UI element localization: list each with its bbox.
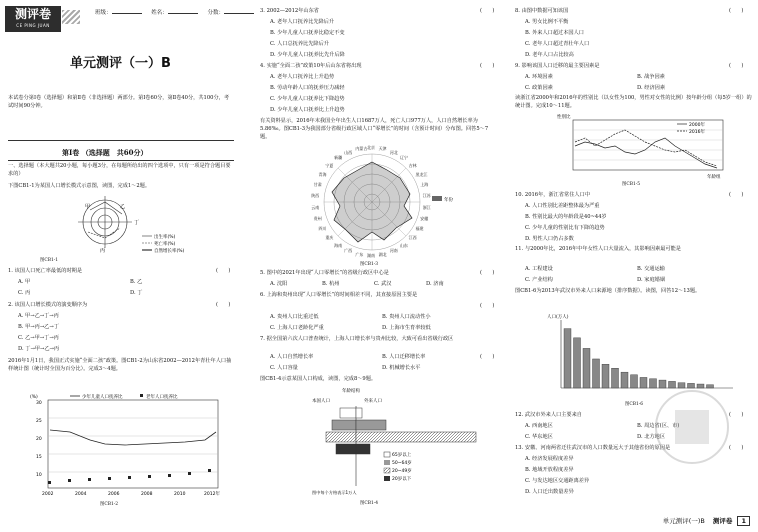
legend-20-49: 20~49岁 — [392, 469, 412, 474]
bar — [669, 381, 676, 388]
province-label: 重庆 — [325, 235, 334, 241]
option-a[interactable]: A. 环境因素 — [525, 74, 553, 80]
option-c[interactable]: C. 人口容量 — [270, 365, 298, 371]
page-footer — [663, 516, 750, 526]
legend-death-rate: 死亡率(%) — [154, 242, 176, 247]
answer-blank[interactable]: ( ) — [729, 192, 744, 198]
option-b[interactable]: B. 劳动年龄人口的抚养压力减轻 — [270, 85, 345, 91]
option-d[interactable]: D. 丁 — [130, 290, 143, 296]
legend-elderly-dependency: 老年人口抚养比 — [146, 395, 178, 400]
brand-logo: 测评卷 CE PING JUAN — [5, 6, 61, 32]
column-right — [507, 0, 758, 532]
figure-cb1-4 — [292, 386, 492, 501]
option-c[interactable]: C. 老年人口超过青壮年人口 — [525, 41, 590, 47]
x-label: 年龄组 — [707, 175, 721, 180]
question-12-context: 图CB1-6为2013年武汉市外来人口来源地（排序数据）。读图，回答12～13题。 — [515, 288, 701, 294]
page-number: 1 — [737, 516, 750, 526]
option-a[interactable]: A. 西南地区 — [525, 423, 553, 429]
answer-blank[interactable]: ( ) — [480, 303, 495, 309]
legend-2016: 2016年 — [689, 130, 705, 135]
figure-caption: 图CB1-4 — [360, 501, 379, 506]
answer-blank[interactable]: ( ) — [729, 412, 744, 418]
question-10: 10. 2016年，浙江省常住人口中 — [515, 192, 590, 198]
option-d[interactable]: D. 男性人口仍占多数 — [525, 236, 574, 242]
option-a[interactable]: A. 甲→乙→丁→丙 — [18, 313, 59, 319]
label-bing: 丙 — [100, 248, 106, 254]
option-a[interactable]: A. 人口自然增长率 — [270, 354, 314, 360]
x-tick: 2008 — [141, 492, 153, 497]
option-a[interactable]: A. 老年人口抚养比先降后升 — [270, 19, 335, 25]
province-label: 河北 — [389, 149, 398, 155]
x-tick: 2012年 — [204, 492, 220, 497]
province-label: 河南 — [389, 248, 398, 254]
bar — [688, 383, 695, 388]
province-label: 安徽 — [420, 215, 429, 221]
province-label: 四川 — [318, 226, 327, 231]
province-label: 内蒙古 — [355, 146, 368, 152]
y-unit: (%) — [30, 395, 38, 400]
question-10-context: 读浙江省2000年和2016年的性别比（以女性为100，男性对女性的比例）按年龄分组（每5岁一组）的统计图。完成10～11题。 — [515, 95, 752, 109]
question-5-context: 有关资料显示，2016年末我国全年出生人口1687万人，死亡人口977万人，人口自然增长率为5.86‰。图CB1-3为我国部分省级行政区域人口“零增长”的时间（含预计时间）分布图。回答5～7题。 — [260, 118, 489, 140]
x-tick: 2002 — [42, 492, 54, 497]
legend-birth-rate: 出生率(%) — [154, 235, 176, 240]
option-c[interactable]: C. 政策因素 — [525, 85, 553, 91]
option-b[interactable]: B. 人口迁移增长率 — [382, 354, 426, 360]
option-c[interactable]: C. 上海人口老龄化严重 — [270, 325, 324, 331]
option-d[interactable]: D. 家庭婚姻 — [637, 277, 666, 283]
answer-blank[interactable]: ( ) — [480, 270, 495, 276]
bar — [640, 377, 647, 388]
figure-caption: 图CB1-2 — [100, 502, 119, 507]
bar — [621, 372, 628, 388]
question-13: 13. 安徽、河南两省迁往武汉市的人口数量远大于其他省份的原因是 — [515, 445, 671, 451]
column-left — [0, 0, 240, 532]
y-label: 人口(万人) — [547, 315, 569, 320]
bar — [593, 359, 600, 388]
page-title: 单元测评（一）B — [70, 56, 171, 71]
option-d[interactable]: D. 济南 — [426, 281, 444, 287]
option-c[interactable]: C. 丙 — [18, 290, 31, 296]
option-b[interactable]: B. 性别比最大的年龄段是40~44岁 — [525, 214, 607, 220]
province-label: 贵州 — [313, 215, 322, 221]
province-label: 云南 — [311, 204, 320, 210]
watermark-seal — [655, 390, 729, 464]
y-label: 性别比 — [557, 115, 571, 120]
province-label: 陕西 — [311, 193, 320, 199]
legend-under-20: 20岁以下 — [392, 477, 412, 482]
exam-intro: 本试卷分第Ⅰ卷（选择题）和第Ⅱ卷（非选择题）两部分。第Ⅰ卷60分，第Ⅱ卷40分，共100分，考试时间90分钟。 — [8, 95, 230, 109]
answer-blank[interactable]: ( ) — [480, 8, 495, 14]
option-c[interactable]: C. 少年儿童人口抚养比下降趋势 — [270, 96, 345, 102]
option-c[interactable]: C. 武汉 — [374, 281, 392, 287]
figure-caption: 图CB1-1 — [40, 258, 59, 263]
footer-unit-title: 单元测评(一)B — [662, 517, 705, 525]
figure-cb1-5 — [557, 112, 737, 180]
figure-cb1-1 — [70, 192, 210, 254]
option-a[interactable]: A. 男女比例不平衡 — [525, 19, 569, 25]
question-7: 7. 据全国第六次人口普查统计，上海人口增长率与贵州比较，大致可看出省级行政区 — [260, 336, 454, 342]
bar — [707, 385, 714, 388]
option-c[interactable]: C. 少年儿童的性别比有下降的趋势 — [525, 225, 605, 231]
answer-blank[interactable]: ( ) — [480, 354, 495, 360]
province-label: 广东 — [355, 251, 364, 257]
option-c[interactable]: C. 乙→甲→丁→丙 — [18, 335, 59, 341]
option-a[interactable]: A. 工程建设 — [525, 266, 553, 272]
option-c[interactable]: C. 华东地区 — [525, 434, 553, 440]
legend-year: 年份 — [444, 198, 453, 203]
x-tick: 2010 — [174, 492, 186, 497]
question-6: 6. 上海和贵州出现“人口零增长”的时间相差不同，其直接原因主要是 — [260, 292, 418, 298]
figure-caption: 图CB1-3 — [360, 262, 379, 267]
class-field[interactable] — [112, 13, 142, 14]
bar-foreign-label: 外来人口 — [364, 399, 382, 404]
bar — [574, 338, 581, 388]
province-label: 浙江 — [422, 204, 431, 210]
decorative-stripes — [62, 10, 80, 24]
province-label: 青海 — [318, 172, 327, 177]
province-label: 辽宁 — [399, 155, 408, 161]
legend-child-dependency: 少年儿童人口抚养比 — [82, 395, 123, 400]
option-b[interactable]: B. 少年儿童人口抚养比稳定不变 — [270, 30, 345, 36]
option-b[interactable]: B. 贵州人口流动性小 — [382, 314, 431, 320]
question-1: 1. 该国人口死亡率最低的时期是 — [8, 268, 83, 274]
province-label: 广西 — [344, 248, 353, 254]
question-3-context: 2016年1月1日，我国正式实施“全面二孩”政策。图CB1-2为山东省2002—2012年青壮年人口抽样统计图（统计时全国为百分比）。完成3～4题。 — [8, 358, 232, 372]
province-label: 吉林 — [408, 162, 417, 168]
figure-cb1-6 — [547, 312, 737, 400]
province-label: 北京 — [367, 145, 375, 150]
bar — [602, 364, 609, 388]
student-info-fields: 班级： 姓名： 分数： — [95, 10, 262, 18]
y-tick: 20 — [36, 437, 42, 442]
bar-domestic-label: 本国人口 — [312, 399, 330, 404]
column-middle — [252, 0, 502, 532]
answer-blank[interactable]: ( ) — [480, 63, 495, 69]
province-label: 甘肃 — [313, 182, 322, 188]
answer-blank[interactable]: ( ) — [216, 302, 231, 308]
option-b[interactable]: B. 交通运输 — [637, 266, 665, 272]
question-3: 3. 2002—2012年山东省 — [260, 8, 319, 14]
y-tick: 30 — [36, 401, 42, 406]
province-label: 黑龙江 — [415, 172, 428, 177]
label-jia: 甲 — [85, 204, 91, 210]
answer-blank[interactable]: ( ) — [729, 8, 744, 14]
question-1-context: 下图CB1-1为某国人口增长模式示意图，读图，完成1～2题。 — [8, 183, 151, 189]
option-a[interactable]: A. 贵州人口比重过低 — [270, 314, 319, 320]
bar — [583, 348, 590, 388]
y-tick: 25 — [36, 419, 42, 424]
answer-blank[interactable]: ( ) — [216, 268, 231, 274]
province-label: 山西 — [344, 149, 353, 155]
figure-caption: 图CB1-6 — [625, 402, 644, 407]
label-ding: 丁 — [134, 220, 140, 226]
option-d[interactable]: D. 机械增长水平 — [382, 365, 421, 371]
bar — [678, 383, 685, 388]
question-8-context: 图CB1-4示意某国人口构成，读图，完成8～9题。 — [260, 376, 377, 382]
option-a[interactable]: A. 老年人口抚养比上升趋势 — [270, 74, 335, 80]
divider — [8, 140, 234, 141]
section-title: 第Ⅰ卷 （选择题 共60分） — [62, 148, 148, 157]
legend-50-64: 50~64岁 — [392, 461, 412, 466]
question-9: 9. 影响该国人口迁移的最主要因素是 — [515, 63, 600, 69]
option-b[interactable]: B. 杭州 — [322, 281, 340, 287]
bar — [631, 375, 638, 388]
x-tick: 2006 — [108, 492, 120, 497]
option-a[interactable]: A. 人口性别比差距整体最为严重 — [525, 203, 600, 209]
option-d[interactable]: D. 人口迁出数量差异 — [525, 489, 574, 495]
option-a[interactable]: A. 沈阳 — [270, 281, 288, 287]
name-field[interactable] — [168, 13, 198, 14]
option-d[interactable]: D. 老年人口占比较高 — [525, 52, 574, 58]
bar — [612, 368, 619, 388]
legend-growth-rate: 自然增长率(%) — [154, 249, 185, 254]
province-label: 湖南 — [367, 253, 375, 258]
label-yi: 乙 — [120, 204, 126, 210]
province-label: 上海 — [420, 182, 429, 188]
footer-brand: 测评卷 — [712, 517, 733, 525]
answer-blank[interactable]: ( ) — [729, 445, 744, 451]
province-label: 湖北 — [378, 251, 387, 257]
y-tick: 10 — [36, 473, 42, 478]
option-d[interactable]: D. 少年儿童人口抚养比上升趋势 — [270, 107, 345, 113]
option-b[interactable]: B. 战争因素 — [637, 74, 665, 80]
option-c[interactable]: C. 人口总抚养比先降后升 — [270, 41, 329, 47]
province-label: 江苏 — [422, 193, 431, 199]
option-d[interactable]: D. 上海市生育率较低 — [382, 325, 431, 331]
province-label: 新疆 — [334, 155, 343, 161]
province-label: 山东 — [399, 242, 408, 248]
bar — [564, 329, 571, 388]
option-c[interactable]: C. 产业结构 — [525, 277, 553, 283]
province-label: 福建 — [415, 226, 424, 231]
legend-65-plus: 65岁以上 — [392, 453, 412, 458]
option-b[interactable]: B. 外来人口超过本国人口 — [525, 30, 584, 36]
option-a[interactable]: A. 甲 — [18, 279, 31, 285]
score-field[interactable] — [224, 13, 254, 14]
option-d[interactable]: D. 少年儿童人口抚养比先升后降 — [270, 52, 345, 58]
legend-2000: 2000年 — [689, 123, 705, 128]
option-d[interactable]: D. 丁→甲→乙→丙 — [18, 346, 60, 352]
province-label: 天津 — [378, 146, 387, 152]
age-structure-label: 年龄结构 — [342, 389, 360, 394]
option-b[interactable]: B. 地域开放程度差异 — [525, 467, 574, 473]
option-c[interactable]: C. 与发达地区交通距离差异 — [525, 478, 590, 484]
bar — [697, 384, 704, 388]
bar — [650, 379, 657, 388]
figure-caption: 图CB1-5 — [622, 182, 641, 187]
question-8: 8. 由图中数据可知该国 — [515, 8, 569, 14]
figure-cb1-3 — [292, 148, 492, 260]
x-tick: 2004 — [75, 492, 87, 497]
question-2: 2. 该国人口增长模式的演变顺序为 — [8, 302, 88, 308]
question-12: 12. 武汉市外来人口主要来自 — [515, 412, 582, 418]
figure-cb1-2 — [30, 392, 235, 500]
question-11: 11. 与2000年比，2016年中年女性人口大量流入，其影响因素最可能是 — [515, 246, 681, 252]
province-label: 海南 — [334, 242, 343, 248]
figure-note: 图中每个方格表示1万人 — [312, 490, 357, 495]
option-a[interactable]: A. 经济发展程度差异 — [525, 456, 574, 462]
question-5: 5. 图中的2021年出现“人口零增长”的省级行政区中心是 — [260, 270, 389, 276]
question-4: 4. 实施“全面二孩”政策10年后山东省将出现 — [260, 63, 362, 69]
y-tick: 15 — [36, 455, 42, 460]
question-instructions: 一、选择题（本大题共20小题，每小题3分，在每题所给出的四个选项中，只有一项是符合题目要求的） — [8, 163, 231, 177]
option-b[interactable]: B. 周边省(区、市) — [637, 423, 680, 429]
divider — [8, 160, 234, 161]
option-b[interactable]: B. 乙 — [130, 279, 143, 285]
province-label: 江西 — [408, 235, 417, 241]
answer-blank[interactable]: ( ) — [729, 63, 744, 69]
option-b[interactable]: B. 甲→丙→乙→丁 — [18, 324, 59, 330]
bar — [659, 380, 666, 388]
option-d[interactable]: D. 经济因素 — [637, 85, 666, 91]
province-label: 宁夏 — [325, 162, 334, 168]
option-d[interactable]: D. 北方地区 — [637, 434, 666, 440]
